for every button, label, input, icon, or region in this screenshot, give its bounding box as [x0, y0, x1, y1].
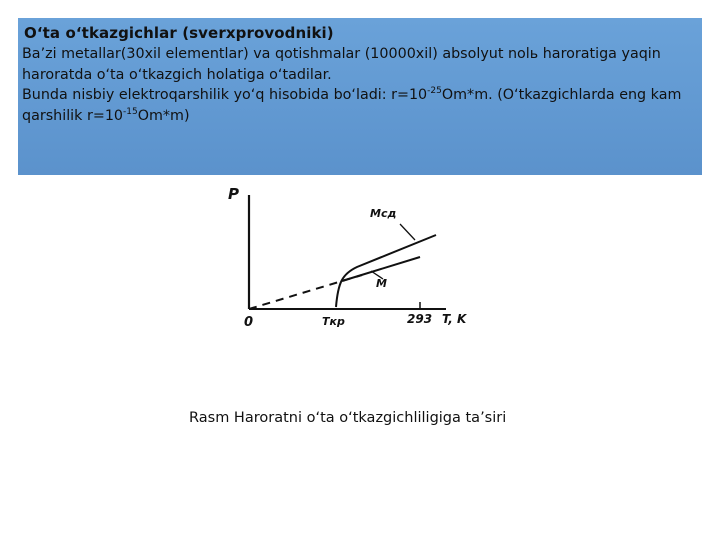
text-panel: [18, 18, 702, 175]
curve-label-m: M: [376, 277, 387, 290]
exponent-25: -25: [427, 86, 442, 97]
tcr-label: Tкр: [322, 315, 345, 328]
origin-label: 0: [244, 315, 254, 330]
leader-mcd: [400, 224, 415, 240]
paragraph-resistance-part2: Om*m. (O‘tkazgichlarda eng kam qarshilik r=10: [22, 87, 682, 124]
curve-label-mcd: Mсд: [370, 207, 397, 220]
figure-svg: [224, 175, 488, 335]
paragraph-resistance-part1: Bunda nisbiy elektroqarshilik yo‘q hisobida bo‘ladi: r=10: [22, 87, 428, 103]
figure-caption: Rasm Haroratni o‘ta o‘tkazgichliligiga ta’siri: [189, 410, 507, 426]
x-axis-label: T, K: [442, 312, 467, 326]
y-axis-label: P: [228, 185, 239, 203]
paragraph-resistance-part3: Om*m): [137, 107, 190, 124]
exponent-15: -15: [123, 106, 138, 117]
resistance-temperature-figure: [224, 175, 488, 335]
t293-label: 293: [407, 312, 433, 326]
slide-title: O‘ta o‘tkazgichlar (sverxprovodniki): [24, 24, 334, 42]
paragraph-definition: Ba’zi metallar(30xil elementlar) va qotishmalar (10000xil) absolyut nolь haroratiga yaqin haroratda o‘ta o‘tkazgich holatiga o‘tadilar.: [22, 46, 661, 83]
curve-mcd: [336, 235, 436, 307]
paragraph-resistance: [22, 85, 696, 126]
